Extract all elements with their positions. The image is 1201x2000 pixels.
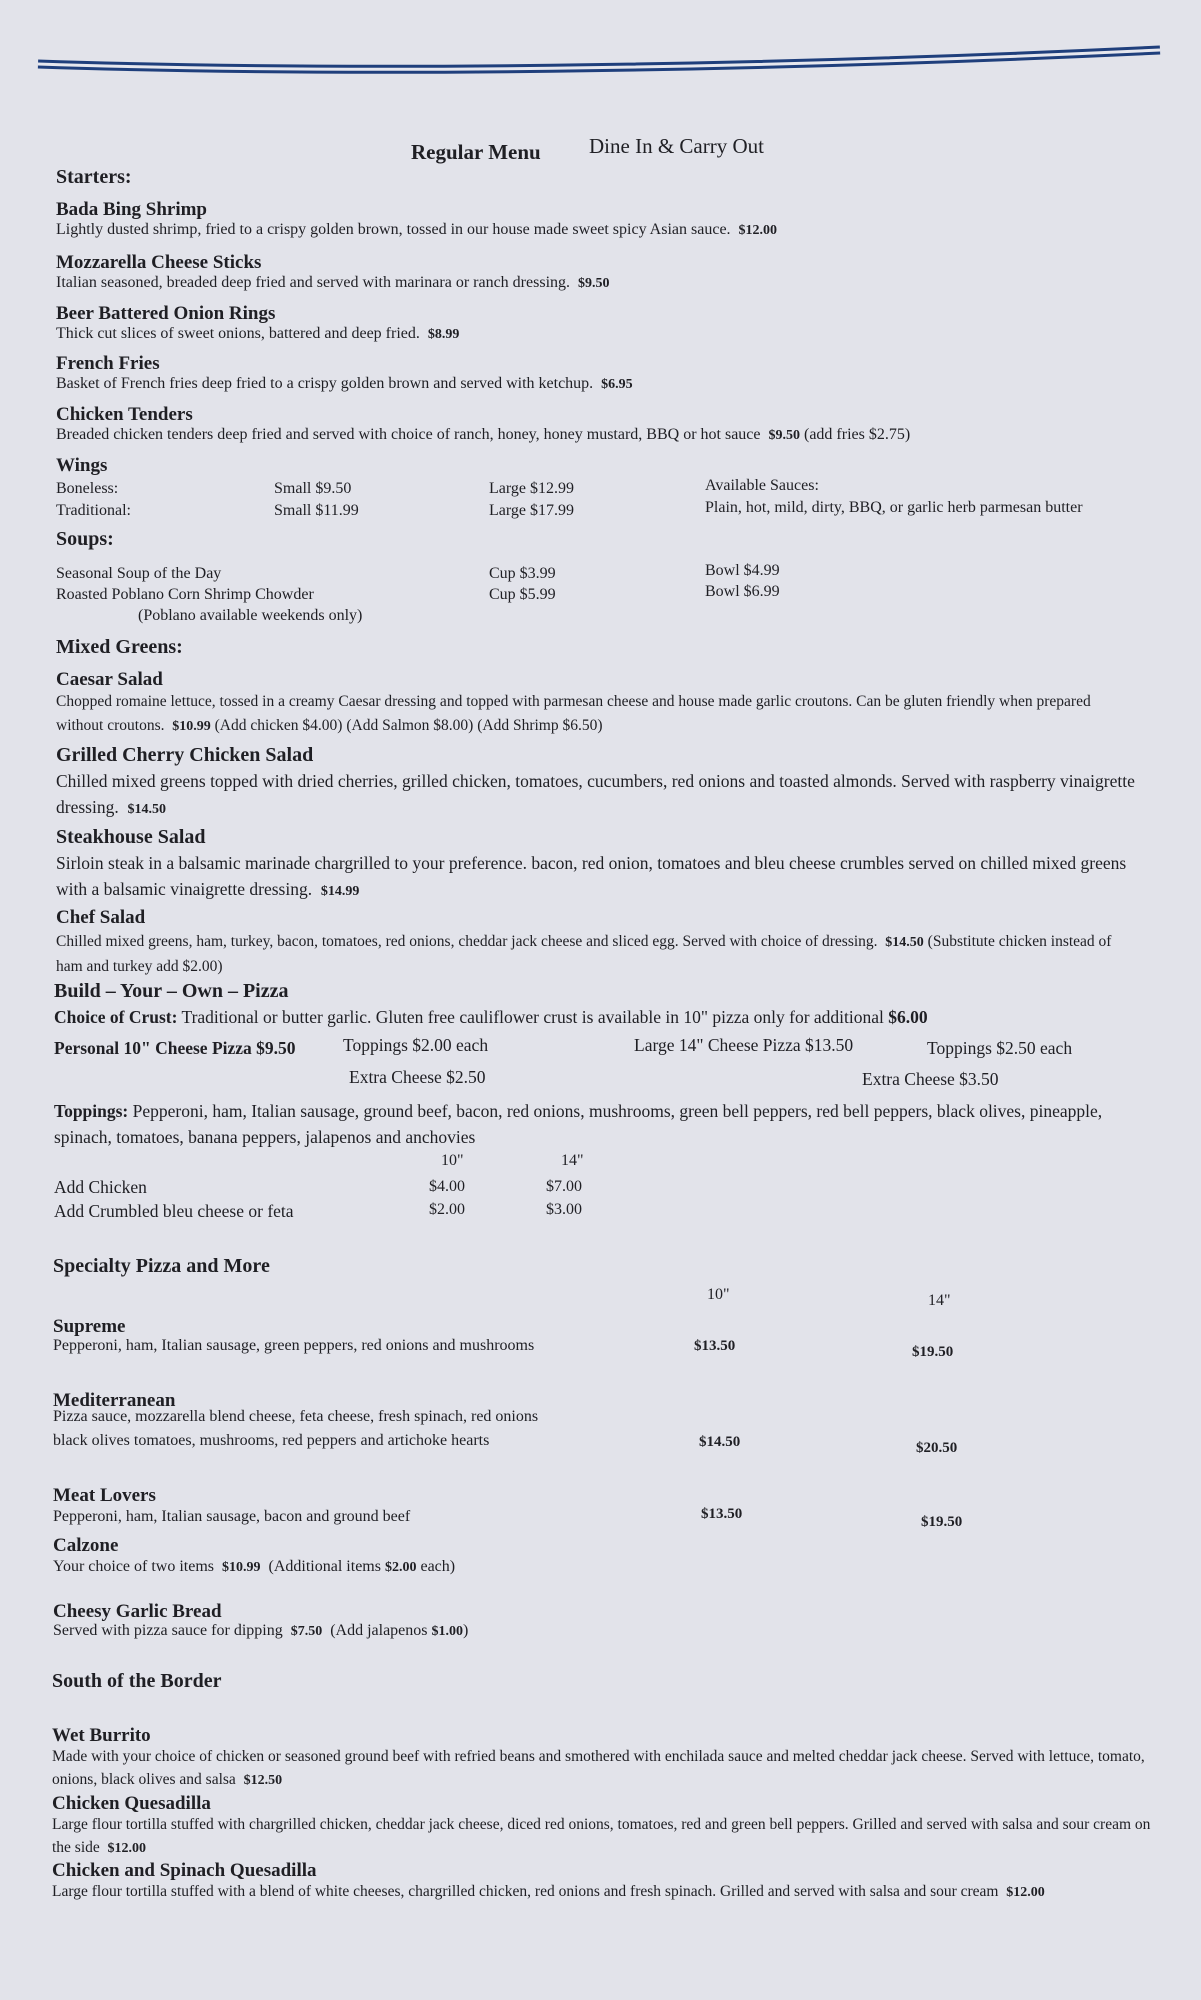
item-price: $12.00 <box>1006 1885 1045 1900</box>
menu-title: Regular Menu <box>411 140 541 164</box>
large-pizza-price: Large 14" Cheese Pizza $13.50 <box>634 1035 854 1055</box>
item-description: Thick cut slices of sweet onions, battered and deep fried. $8.99 <box>56 325 460 342</box>
item-name: French Fries <box>56 353 160 374</box>
item-description: Pepperoni, ham, Italian sausage, green peppers, red onions and mushrooms <box>53 1337 535 1354</box>
wings-row-small: Small $11.99 <box>274 502 359 519</box>
item-price: $14.50 <box>127 802 166 817</box>
item-name: Bada Bing Shrimp <box>56 199 207 220</box>
personal-extra-cheese: Extra Cheese $2.50 <box>349 1067 486 1087</box>
addon-price-10: $2.00 <box>429 1201 465 1218</box>
wings-sauces-label: Available Sauces: <box>705 477 819 494</box>
section-heading-greens: Mixed Greens: <box>56 636 183 658</box>
item-description: Italian seasoned, breaded deep fried and served with marinara or ranch dressing. $9.50 <box>56 274 610 291</box>
item-description: Chilled mixed greens, ham, turkey, bacon, tomatoes, red onions, cheddar jack cheese and sliced egg. Served with choice of dressing. $14.50 (Substitute chicken instead of ham and turkey add $2.00) <box>56 933 1112 975</box>
price-14: $19.50 <box>912 1344 954 1360</box>
wings-row-label: Boneless: <box>56 480 119 497</box>
soup-cup-price: Cup $5.99 <box>489 586 556 603</box>
personal-toppings-price: Toppings $2.00 each <box>343 1035 489 1055</box>
soup-name: Seasonal Soup of the Day <box>56 565 222 582</box>
item-description: Your choice of two items $10.99 (Additional items $2.00 each) <box>53 1558 456 1575</box>
item-price: $6.95 <box>601 377 633 392</box>
item-price: $12.00 <box>107 1841 147 1856</box>
item-name: Mediterranean <box>53 1390 176 1411</box>
wings-row-label: Traditional: <box>56 502 131 519</box>
size-header-14: 14" <box>928 1292 951 1309</box>
item-description: Lightly dusted shrimp, fried to a crispy golden brown, tossed in our house made sweet spicy Asian sauce. $12.00 <box>56 221 778 238</box>
item-name: Supreme <box>53 1316 126 1337</box>
price-14: $20.50 <box>916 1440 958 1456</box>
addon-price-14: $3.00 <box>546 1201 582 1218</box>
item-description: Chilled mixed greens topped with dried cherries, grilled chicken, tomatoes, cucumbers, red onions and toasted almonds. Served with raspberry vinaigrette dressing. $14.50 <box>56 771 1135 817</box>
item-name: Caesar Salad <box>56 669 163 690</box>
price-10: $14.50 <box>699 1434 741 1450</box>
item-price: $12.00 <box>738 223 778 238</box>
soup-bowl-price: Bowl $6.99 <box>705 583 780 600</box>
wings-row-small: Small $9.50 <box>274 480 352 497</box>
item-description: Basket of French fries deep fried to a crispy golden brown and served with ketchup. $6.95 <box>56 375 633 392</box>
item-name: Meat Lovers <box>53 1485 156 1506</box>
item-description: Served with pizza sauce for dipping $7.50 (Add jalapenos $1.00) <box>53 1622 469 1639</box>
item-price: $9.50 <box>768 428 800 443</box>
soup-bowl-price: Bowl $4.99 <box>705 562 780 579</box>
toppings-list: Toppings: Pepperoni, ham, Italian sausage, ground beef, bacon, red onions, mushrooms, green bell peppers, red bell peppers, black olives, pineapple, spinach, tomatoes, banana peppers, jalapenos and anchovies <box>54 1101 1103 1147</box>
item-price: $14.99 <box>320 884 360 899</box>
item-name: Cheesy Garlic Bread <box>53 1601 222 1622</box>
item-description: black olives tomatoes, mushrooms, red peppers and artichoke hearts <box>53 1432 490 1449</box>
menu-subtitle: Dine In & Carry Out <box>589 134 764 158</box>
item-name: Chicken Quesadilla <box>52 1793 211 1814</box>
item-description: Made with your choice of chicken or seasoned ground beef with refried beans and smothered with enchilada sauce and melted cheddar jack cheese. Served with lettuce, tomato, onions, black olives and salsa $12.50 <box>52 1748 1145 1788</box>
soup-name: Roasted Poblano Corn Shrimp Chowder <box>56 586 314 603</box>
size-header-10: 10" <box>441 1152 464 1169</box>
section-heading-soups: Soups: <box>56 528 114 550</box>
large-extra-cheese: Extra Cheese $3.50 <box>862 1069 999 1089</box>
item-description: Large flour tortilla stuffed with chargrilled chicken, cheddar jack cheese, diced red onions, tomatoes, red and green bell peppers. Grilled and served with salsa and sour cream on the side $12.00 <box>52 1816 1151 1856</box>
item-description: Sirloin steak in a balsamic marinade chargrilled to your preference. bacon, red onion, tomatoes and bleu cheese crumbles served on chilled mixed greens with a balsamic vinaigrette dressing. $14.99 <box>56 853 1127 899</box>
crust-choice: Choice of Crust: Traditional or butter garlic. Gluten free cauliflower crust is available in 10" pizza only for additional $6.00 <box>54 1007 928 1027</box>
addon-price-14: $7.00 <box>546 1178 582 1195</box>
item-description: Breaded chicken tenders deep fried and served with choice of ranch, honey, honey mustard, BBQ or hot sauce $9.50 (add fries $2.75) <box>56 426 911 443</box>
section-heading-byo-pizza: Build – Your – Own – Pizza <box>54 980 289 1002</box>
section-heading-starters: Starters: <box>56 166 132 188</box>
item-name: Chicken Tenders <box>56 404 193 425</box>
item-price: $12.50 <box>243 1773 283 1788</box>
addon-name: Add Crumbled bleu cheese or feta <box>54 1201 294 1221</box>
wings-row-large: Large $12.99 <box>489 480 575 497</box>
section-heading-specialty: Specialty Pizza and More <box>53 1255 270 1277</box>
item-price: $9.50 <box>578 276 610 291</box>
price-14: $19.50 <box>921 1514 963 1530</box>
item-price: $14.50 <box>885 935 924 950</box>
addon-price-10: $4.00 <box>429 1178 465 1195</box>
item-description: Large flour tortilla stuffed with a blend of white cheeses, chargrilled chicken, red onions and fresh spinach. Grilled and served with salsa and sour cream $12.00 <box>52 1883 1045 1900</box>
item-name: Mozzarella Cheese Sticks <box>56 252 262 273</box>
item-description: Pizza sauce, mozzarella blend cheese, feta cheese, fresh spinach, red onions <box>53 1408 539 1425</box>
item-name: Beer Battered Onion Rings <box>56 303 276 324</box>
item-name: Chef Salad <box>56 907 146 928</box>
wings-sauces: Plain, hot, mild, dirty, BBQ, or garlic herb parmesan butter <box>705 499 1083 516</box>
size-header-10: 10" <box>707 1286 730 1303</box>
wings-row-large: Large $17.99 <box>489 502 575 519</box>
soup-cup-price: Cup $3.99 <box>489 565 556 582</box>
section-heading-border: South of the Border <box>52 1670 222 1692</box>
section-heading-wings: Wings <box>56 455 108 476</box>
addon-name: Add Chicken <box>54 1177 147 1197</box>
header-decorative-line <box>36 40 1162 80</box>
item-price: $10.99 <box>172 719 211 734</box>
item-name: Wet Burrito <box>52 1725 151 1746</box>
item-name: Calzone <box>53 1535 119 1556</box>
item-name: Steakhouse Salad <box>56 826 206 848</box>
soup-note: (Poblano available weekends only) <box>138 607 363 624</box>
item-description: Pepperoni, ham, Italian sausage, bacon and ground beef <box>53 1508 411 1525</box>
item-description: Chopped romaine lettuce, tossed in a creamy Caesar dressing and topped with parmesan cheese and house made garlic croutons. Can be gluten friendly when prepared without croutons. $10.99 (Add chicken $4.00) (Add Salmon $8.00) (Add Shrimp $6.50) <box>56 693 1091 734</box>
size-header-14: 14" <box>561 1152 584 1169</box>
personal-pizza-price: Personal 10" Cheese Pizza $9.50 <box>54 1038 296 1058</box>
price-10: $13.50 <box>694 1338 736 1354</box>
item-price: $8.99 <box>427 327 460 342</box>
large-toppings-price: Toppings $2.50 each <box>927 1038 1073 1058</box>
item-name: Chicken and Spinach Quesadilla <box>52 1860 317 1881</box>
item-name: Grilled Cherry Chicken Salad <box>56 744 314 766</box>
price-10: $13.50 <box>701 1506 743 1522</box>
